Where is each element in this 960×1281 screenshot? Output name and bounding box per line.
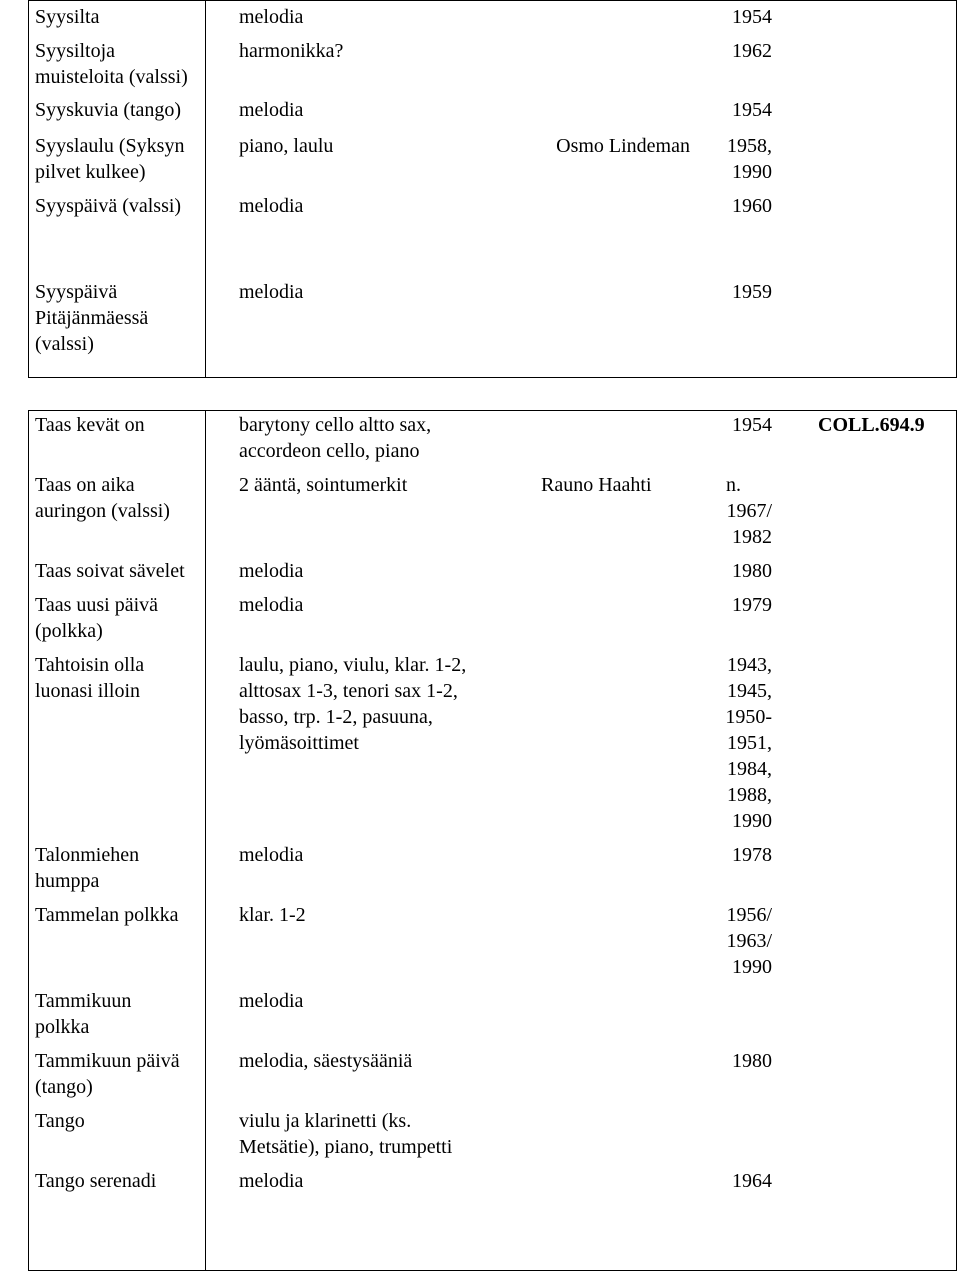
song-title: Taas soivat sävelet [35, 560, 185, 582]
collection-note: COLL.694.9 [818, 414, 925, 436]
instrumentation: accordeon cello, piano [239, 440, 420, 462]
song-title: (tango) [35, 1076, 93, 1098]
song-title: (valssi) [35, 333, 94, 355]
instrumentation: melodia [239, 1170, 304, 1192]
instrumentation: melodia [239, 99, 304, 121]
year: 1988, [727, 784, 772, 806]
year: 1967/ [726, 500, 772, 522]
song-title: humppa [35, 870, 100, 892]
column-divider [205, 410, 206, 1271]
song-title: Tammikuun [35, 990, 132, 1012]
song-title: Tammelan polkka [35, 904, 179, 926]
year: 1963/ [726, 930, 772, 952]
song-title: Talonmiehen [35, 844, 140, 866]
year: 1945, [727, 680, 772, 702]
column-divider [205, 0, 206, 378]
song-title: polkka [35, 1016, 90, 1038]
instrumentation: 2 ääntä, sointumerkit [239, 474, 408, 496]
table-border-right [956, 410, 957, 1271]
year: 1950- [725, 706, 772, 728]
instrumentation: melodia [239, 6, 304, 28]
song-title: (polkka) [35, 620, 103, 642]
year: 1990 [732, 956, 772, 978]
table-border-bottom [28, 377, 957, 378]
instrumentation: melodia, säestysääniä [239, 1050, 413, 1072]
song-title: Syysilta [35, 6, 100, 28]
performer: Osmo Lindeman [556, 135, 690, 157]
song-title: Taas kevät on [35, 414, 145, 436]
instrumentation: alttosax 1-3, tenori sax 1-2, [239, 680, 458, 702]
song-title: Tammikuun päivä [35, 1050, 180, 1072]
instrumentation: harmonikka? [239, 40, 344, 62]
song-title: Tahtoisin olla [35, 654, 145, 676]
year: 1979 [732, 594, 772, 616]
table-border-right [956, 0, 957, 378]
instrumentation: melodia [239, 990, 304, 1012]
table-border-left [28, 410, 29, 1271]
instrumentation: melodia [239, 844, 304, 866]
song-title: Tango serenadi [35, 1170, 157, 1192]
instrumentation: basso, trp. 1-2, pasuuna, [239, 706, 433, 728]
song-title: Syyskuvia (tango) [35, 99, 182, 121]
song-title: muisteloita (valssi) [35, 66, 188, 88]
performer: Rauno Haahti [541, 474, 652, 496]
year: 1954 [732, 414, 772, 436]
year: 1990 [732, 161, 772, 183]
year: 1982 [732, 526, 772, 548]
song-title: Tango [35, 1110, 85, 1132]
song-title: Syyspäivä (valssi) [35, 195, 182, 217]
year: 1960 [732, 195, 772, 217]
year: 1984, [727, 758, 772, 780]
table-border-left [28, 0, 29, 378]
year: 1943, [727, 654, 772, 676]
instrumentation: piano, laulu [239, 135, 334, 157]
year: 1951, [727, 732, 772, 754]
instrumentation: viulu ja klarinetti (ks. [239, 1110, 412, 1132]
song-title: Syysiltoja [35, 40, 116, 62]
table-border-top [28, 410, 957, 411]
instrumentation: laulu, piano, viulu, klar. 1-2, [239, 654, 467, 676]
year: 1980 [732, 1050, 772, 1072]
instrumentation: melodia [239, 594, 304, 616]
instrumentation: melodia [239, 195, 304, 217]
year: 1958, [727, 135, 772, 157]
year: 1956/ [726, 904, 772, 926]
song-title: pilvet kulkee) [35, 161, 146, 183]
year: 1954 [732, 6, 772, 28]
instrumentation: barytony cello altto sax, [239, 414, 432, 436]
table-border-bottom [28, 1270, 957, 1271]
year: 1962 [732, 40, 772, 62]
instrumentation: melodia [239, 560, 304, 582]
instrumentation: melodia [239, 281, 304, 303]
year: 1980 [732, 560, 772, 582]
year: 1964 [732, 1170, 772, 1192]
song-title: Syyspäivä [35, 281, 118, 303]
instrumentation: lyömäsoittimet [239, 732, 359, 754]
song-title: Taas on aika [35, 474, 135, 496]
year: 1990 [732, 810, 772, 832]
year: n. [726, 474, 741, 496]
song-title: Pitäjänmäessä [35, 307, 149, 329]
year: 1954 [732, 99, 772, 121]
song-title: Taas uusi päivä [35, 594, 159, 616]
song-title: auringon (valssi) [35, 500, 170, 522]
song-title: Syyslaulu (Syksyn [35, 135, 185, 157]
instrumentation: Metsätie), piano, trumpetti [239, 1136, 453, 1158]
instrumentation: klar. 1-2 [239, 904, 306, 926]
song-title: luonasi illoin [35, 680, 140, 702]
year: 1978 [732, 844, 772, 866]
year: 1959 [732, 281, 772, 303]
row-divider [28, 0, 957, 1]
